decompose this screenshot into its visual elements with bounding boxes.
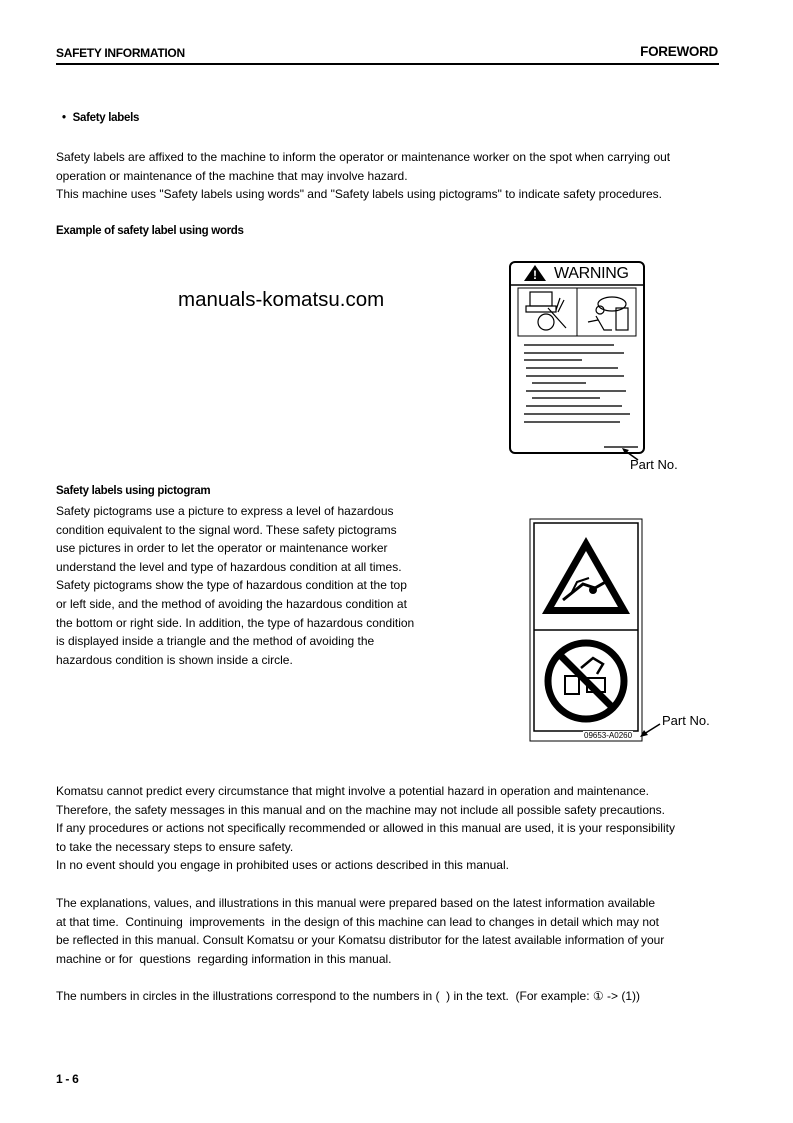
section-title: Safety labels — [72, 112, 140, 124]
intro-line: This machine uses "Safety labels using words" and "Safety labels using pictograms" to indicate safety procedures. — [56, 187, 663, 202]
pictogram-figure-code: 09653-A0260 — [584, 731, 633, 740]
pictogram-line: hazardous condition is shown inside a circle. — [56, 652, 293, 667]
explanation-line: be reflected in this manual. Consult Komatsu or your Komatsu distributor for the latest available information of your — [56, 933, 665, 948]
pictogram-line: understand the level and type of hazardous condition at all times. — [56, 559, 402, 574]
pictogram-line: is displayed inside a triangle and the method of avoiding the — [56, 634, 375, 649]
intro-line: Safety labels are affixed to the machine to inform the operator or maintenance worker on the spot when carrying out — [56, 150, 671, 164]
header-rule — [56, 63, 719, 65]
disclaimer-line: If any procedures or actions not specifically recommended or allowed in this manual are used, it is your responsibility — [56, 821, 675, 836]
warning-label-title: WARNING — [554, 265, 629, 282]
pictogram-label-figure — [529, 518, 643, 742]
disclaimer-line: Therefore, the safety messages in this manual and on the machine may not include all possible safety precautions. — [56, 802, 666, 817]
explanation-line: at that time. Continuing improvements in the design of this machine can lead to changes in detail which may not — [56, 914, 659, 929]
watermark-text: manuals-komatsu.com — [178, 288, 385, 311]
svg-text:!: ! — [533, 268, 537, 282]
disclaimer-paragraph — [56, 782, 726, 875]
pictogram-line: condition equivalent to the signal word. These safety pictograms — [56, 522, 397, 537]
pictogram-line: or left side, and the method of avoiding the hazardous condition at — [56, 596, 407, 611]
pictogram-line: Safety pictograms use a picture to express a level of hazardous — [56, 504, 394, 518]
pictogram-label-drawing — [529, 518, 643, 742]
page-number: 1 - 6 — [56, 1072, 79, 1086]
header-right-title: FOREWORD — [640, 44, 718, 59]
part-no-label-1: Part No. — [630, 457, 678, 472]
explanation-line: The explanations, values, and illustrations in this manual were prepared based on the latest information available — [56, 896, 656, 910]
pictogram-line: use pictures in order to let the operator or maintenance worker — [56, 541, 388, 556]
pictogram-line: Safety pictograms show the type of hazardous condition at the top — [56, 578, 407, 593]
disclaimer-line: Komatsu cannot predict every circumstance that might involve a potential hazard in operation and maintenance. — [56, 784, 650, 798]
pictogram-paragraph — [56, 502, 440, 669]
intro-line: operation or maintenance of the machine that may involve hazard. — [56, 168, 408, 183]
numbering-note: The numbers in circles in the illustrations correspond to the numbers in ( ) in the text. (For example: ① -> (1)) — [56, 989, 640, 1003]
disclaimer-line: to take the necessary steps to ensure safety. — [56, 839, 294, 854]
part-no-label-2: Part No. — [662, 713, 710, 728]
disclaimer-line: In no event should you engage in prohibited uses or actions described in this manual. — [56, 858, 509, 873]
explanation-line: machine or for questions regarding information in this manual. — [56, 951, 392, 966]
pictogram-line: the bottom or right side. In addition, the type of hazardous condition — [56, 615, 415, 630]
warning-label-figure — [508, 260, 646, 455]
warning-label-drawing — [508, 260, 646, 455]
part-no-leader-2 — [640, 722, 664, 738]
explanation-paragraph — [56, 894, 726, 968]
bullet: • — [62, 112, 66, 124]
section-heading — [62, 112, 139, 124]
intro-paragraph — [56, 148, 726, 204]
header-left-title: SAFETY INFORMATION — [56, 46, 185, 60]
words-example-heading: Example of safety label using words — [56, 225, 244, 237]
pictogram-heading: Safety labels using pictogram — [56, 485, 211, 497]
